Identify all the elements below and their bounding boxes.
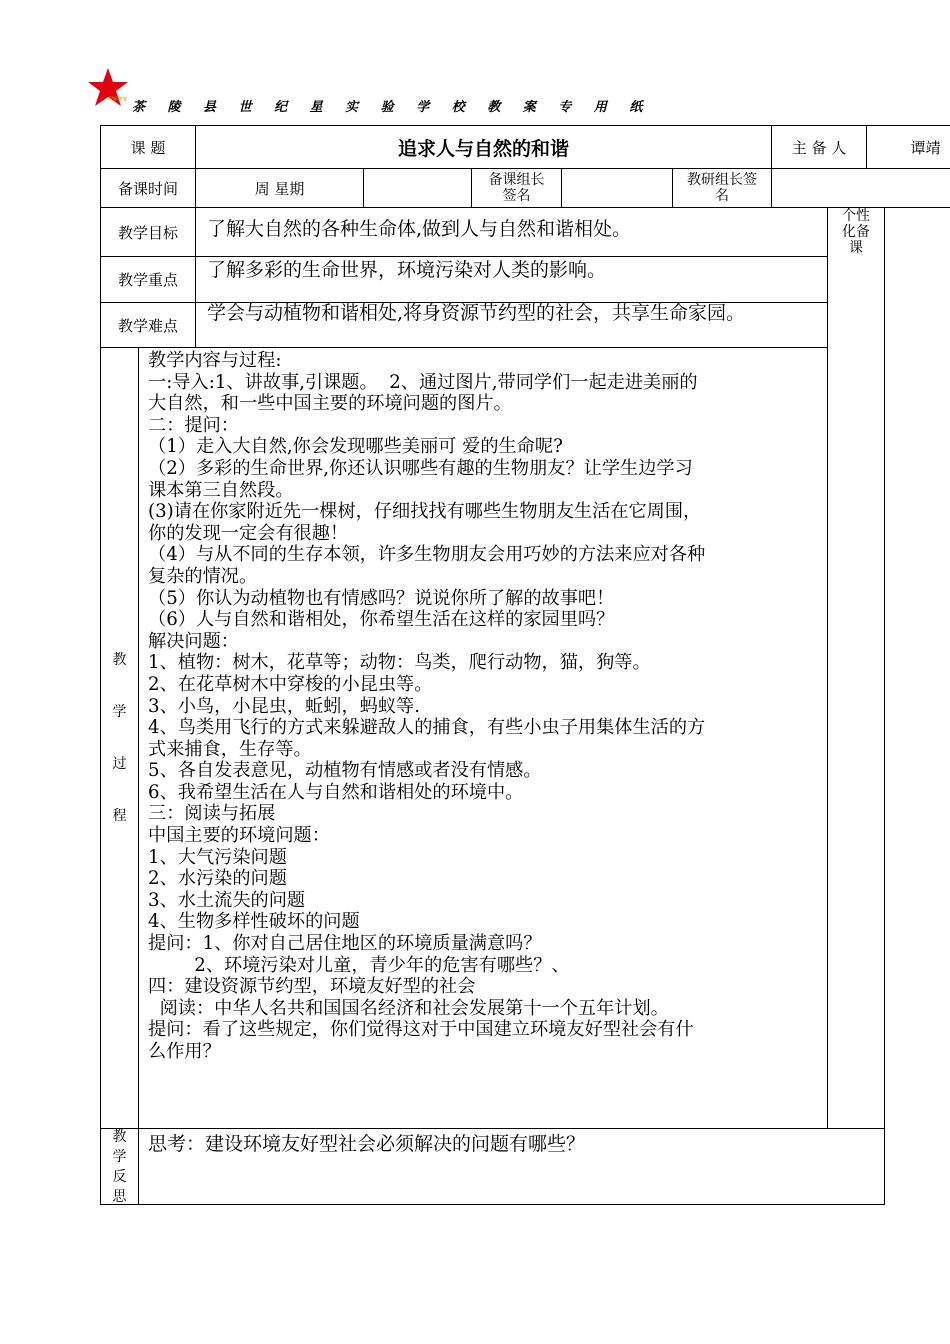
process-line: 三：阅读与拓展 xyxy=(148,803,276,825)
goal-label: 教学目标 xyxy=(100,207,196,257)
research-leader-label: 教研组长签名 xyxy=(672,168,772,208)
personal-column xyxy=(827,207,885,1129)
process-line: 2、在花草树木中穿梭的小昆虫等。 xyxy=(148,673,433,695)
topic-value: 追求人与自然的和谐 xyxy=(195,125,772,169)
process-label-char: 过 xyxy=(112,756,127,772)
time-label: 备课时间 xyxy=(100,168,196,208)
process-line: 解决问题： xyxy=(148,630,239,652)
reflection-value: 思考：建设环境友好型社会必须解决的问题有哪些？ xyxy=(138,1128,885,1205)
process-line: 5、各自发表意见，动植物有情感或者没有情感。 xyxy=(148,760,542,782)
logo-text: Shijixing xyxy=(108,96,127,102)
page-header xyxy=(88,66,652,116)
process-line: 2、环境污染对儿童，青少年的危害有哪些？、 xyxy=(148,954,570,976)
process-line: 式来捕食，生存等。 xyxy=(148,738,312,760)
process-line: （6）人与自然和谐相处，你希望生活在这样的家园里吗？ xyxy=(148,609,615,631)
process-line: 4、生物多样性破坏的问题 xyxy=(148,911,360,933)
process-line: 四：建设资源节约型，环境友好型的社会 xyxy=(148,976,476,998)
process-label-char: 程 xyxy=(112,808,127,824)
lesson-plan-table xyxy=(100,125,941,1205)
difficult-value: 学会与动植物和谐相处,将身资源节约型的社会，共享生命家园。 xyxy=(195,302,828,348)
reflection-label-char: 思 xyxy=(112,1188,127,1205)
process-line: 大自然，和一些中国主要的环境问题的图片。 xyxy=(148,393,512,415)
preparer-value: 谭靖 xyxy=(866,125,950,169)
process-line: 中国主要的环境问题： xyxy=(148,825,330,847)
difficult-label: 教学难点 xyxy=(100,302,196,348)
time-blank-cell xyxy=(363,168,472,208)
process-line: (3)请在你家附近先一棵树，仔细找找有哪些生物朋友生活在它周围， xyxy=(148,501,702,523)
process-line: 2、水污染的问题 xyxy=(148,868,287,890)
process-line: 1、大气污染问题 xyxy=(148,846,287,868)
process-label xyxy=(100,347,139,1129)
school-logo-star-icon xyxy=(88,66,132,110)
process-line: （1）走入大自然,你会发现哪些美丽可 爱的生命呢? xyxy=(148,436,563,458)
process-line: 4、鸟类用飞行的方式来躲避敌人的捕食，有些小虫子用集体生活的方 xyxy=(148,717,706,739)
process-line: 阅读：中华人名共和国国名经济和社会发展第十一个五年计划。 xyxy=(148,997,669,1019)
process-line: 二：提问： xyxy=(148,414,239,436)
process-line: 么作用？ xyxy=(148,1041,221,1062)
topic-label: 课 题 xyxy=(100,125,196,169)
process-line: 提问：1、你对自己居住地区的环境质量满意吗？ xyxy=(148,933,542,955)
research-leader-signature xyxy=(771,168,950,208)
process-line: 3、小鸟，小昆虫，蚯蚓，蚂蚁等. xyxy=(148,695,420,717)
group-leader-label: 备课组长签名 xyxy=(471,168,562,208)
key-value: 了解多彩的生命世界，环境污染对人类的影响。 xyxy=(195,256,828,303)
process-line: 课本第三自然段。 xyxy=(148,479,294,501)
process-line: 复杂的情况。 xyxy=(148,565,258,587)
process-line: 一:导入:1、讲故事,引课题。 2、通过图片,带同学们一起走进美丽的 xyxy=(148,371,698,393)
reflection-label-char: 学反 xyxy=(112,1148,127,1185)
process-line: 6、我希望生活在人与自然和谐相处的环境中。 xyxy=(148,781,524,803)
school-name: 茶 陵 县 世 纪 星 实 验 学 校 教 案 专 用 纸 xyxy=(132,100,652,115)
reflection-label-char: 教 xyxy=(112,1128,127,1145)
process-line: 教学内容与过程: xyxy=(148,350,282,371)
preparer-label: 主 备 人 xyxy=(771,125,867,169)
personal-label: 个性化备课 xyxy=(842,208,870,256)
process-line: 3、水土流失的问题 xyxy=(148,889,306,911)
group-leader-signature xyxy=(561,168,673,208)
process-label-char: 教 xyxy=(112,652,127,668)
process-line: （5）你认为动植物也有情感吗？说说你所了解的故事吧！ xyxy=(148,587,615,609)
process-line: 你的发现一定会有很趣！ xyxy=(148,522,349,544)
process-line: 提问：看了这些规定，你们觉得这对于中国建立环境友好型社会有什 xyxy=(148,1019,694,1041)
process-content xyxy=(138,347,828,1129)
process-label-char: 学 xyxy=(112,704,127,720)
process-line: 1、植物：树木，花草等；动物：鸟类，爬行动物，猫，狗等。 xyxy=(148,652,651,674)
process-line: （4）与从不同的生存本领，许多生物朋友会用巧妙的方法来应对各种 xyxy=(148,544,706,566)
process-line: （2）多彩的生命世界,你还认识哪些有趣的生物朋友？让学生边学习 xyxy=(148,457,693,479)
time-value: 周 星期 xyxy=(195,168,364,208)
goal-value: 了解大自然的各种生命体,做到人与自然和谐相处。 xyxy=(195,207,828,257)
key-label: 教学重点 xyxy=(100,256,196,303)
reflection-label xyxy=(100,1128,139,1205)
